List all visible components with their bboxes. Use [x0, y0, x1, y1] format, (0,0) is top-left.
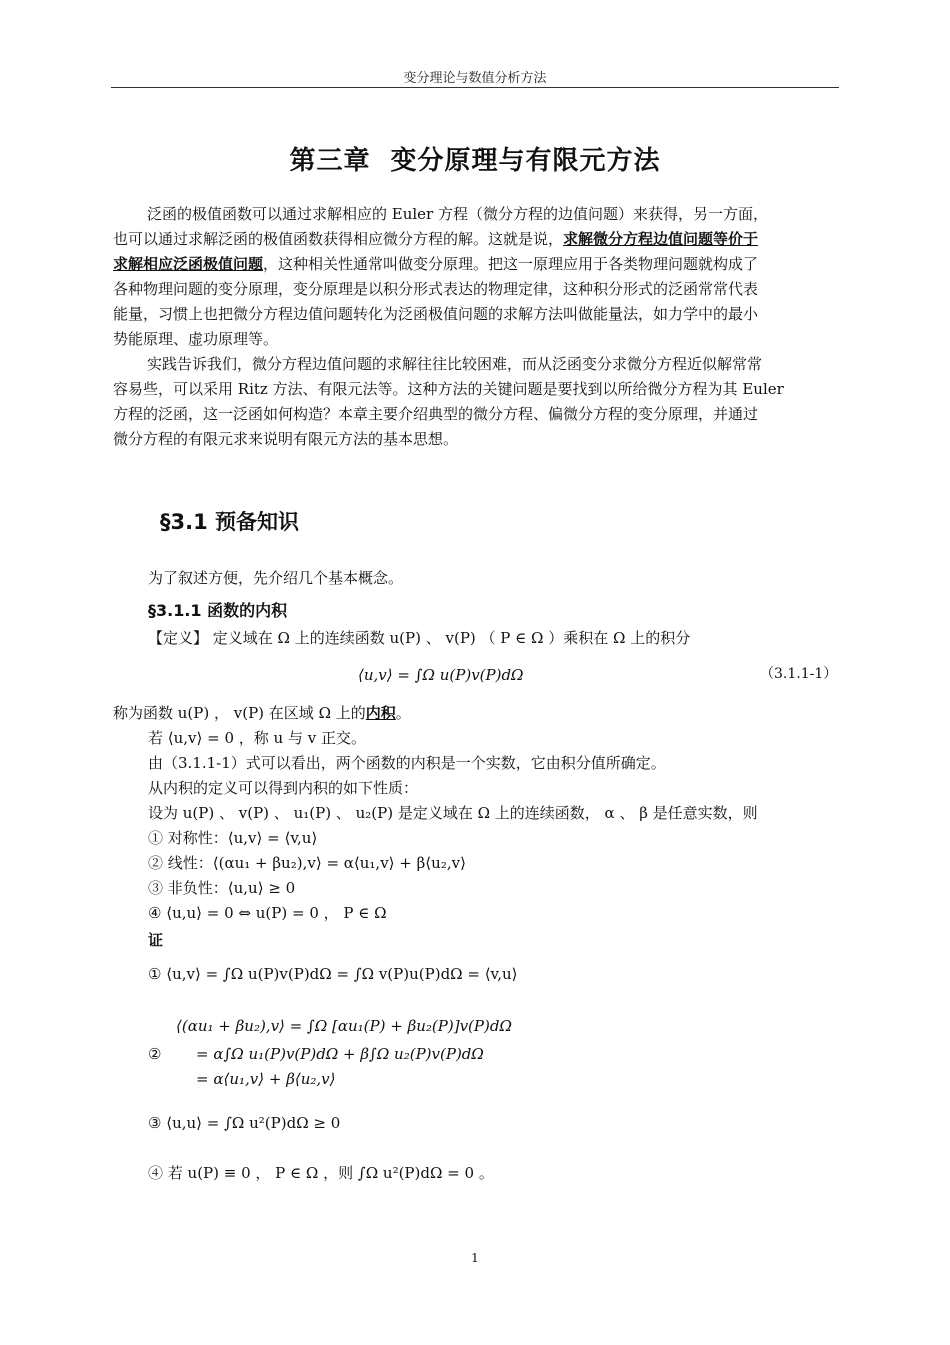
header-rule [111, 87, 839, 88]
proof-step-2-marker: ② [148, 1045, 162, 1063]
orthogonal-line: 若 ⟨u,v⟩ = 0 ，称 u 与 v 正交。 [148, 729, 366, 747]
proof-step-3: ③ ⟨u,u⟩ = ∫Ω u²(P)dΩ ≥ 0 [148, 1114, 341, 1132]
section-title: §3.1 预备知识 [160, 510, 300, 534]
emphasis-text-b: 求解相应泛函极值问题 [113, 255, 264, 273]
proof-label: 证 [148, 931, 164, 949]
intro-p1-line-2 [113, 227, 758, 252]
definition-after [113, 701, 411, 726]
page-number: 1 [471, 1251, 479, 1265]
chapter-prefix: 第三章 [289, 146, 371, 176]
intro-p1-line-5: 能量，习惯上也把微分方程边值问题转化为泛函极值问题的求解方法叫做能量法，如力学中的最小 [113, 305, 759, 323]
intro-p2-line-1: 实践告诉我们，微分方程边值问题的求解往往比较困难，而从泛函变分求微分方程近似解常常 [147, 355, 763, 373]
intro-p1-line-3-text: ，这种相关性通常叫做变分原理。把这一原理应用于各类物理问题就构成了 [263, 255, 759, 273]
proof-step-2-line-1: ⟨(αu₁ + βu₂),v⟩ = ∫Ω [αu₁(P) + βu₂(P)]v(P)dΩ [176, 1017, 512, 1035]
chapter-title [0, 140, 950, 177]
running-header: 变分理论与数值分析方法 [403, 71, 547, 86]
intro-p1-line-3 [113, 252, 758, 277]
property-zero: ④ ⟨u,u⟩ = 0 ⇔ u(P) = 0 ， P ∈ Ω [148, 904, 387, 922]
assumption-line: 设为 u(P) 、 v(P) 、 u₁(P) 、 u₂(P) 是定义域在 Ω 上的连续函数， α 、 β 是任意实数，则 [148, 804, 758, 822]
definition-term-inner-product: 内积 [365, 704, 396, 722]
intro-p1-line-1: 泛函的极值函数可以通过求解相应的 Euler 方程（微分方程的边值问题）来获得，另一方面， [147, 205, 768, 223]
subsection-title: §3.1.1 函数的内积 [148, 601, 288, 620]
definition-after-post: 。 [395, 704, 411, 722]
remark-line: 由（3.1.1-1）式可以看出，两个函数的内积是一个实数，它由积分值所确定。 [148, 754, 666, 772]
intro-p1-line-6: 势能原理、虚功原理等。 [113, 330, 279, 348]
proof-step-2-line-2: = α∫Ω u₁(P)v(P)dΩ + β∫Ω u₂(P)v(P)dΩ [196, 1045, 484, 1063]
property-nonnegativity: ③ 非负性：⟨u,u⟩ ≥ 0 [148, 879, 296, 897]
property-symmetry: ① 对称性：⟨u,v⟩ = ⟨v,u⟩ [148, 829, 318, 847]
section-intro: 为了叙述方便，先介绍几个基本概念。 [148, 569, 404, 587]
proof-step-1: ① ⟨u,v⟩ = ∫Ω u(P)v(P)dΩ = ∫Ω v(P)u(P)dΩ = ⟨v,u⟩ [148, 965, 518, 983]
proof-step-4: ④ 若 u(P) ≡ 0 ， P ∈ Ω ，则 ∫Ω u²(P)dΩ = 0 。 [148, 1164, 494, 1182]
intro-p2-line-4: 微分方程的有限元求来说明有限元方法的基本思想。 [113, 430, 459, 448]
definition-line: 【定义】 定义域在 Ω 上的连续函数 u(P) 、 v(P) （ P ∈ Ω ）乘积在 Ω 上的积分 [148, 629, 691, 647]
properties-intro: 从内积的定义可以得到内积的如下性质： [148, 779, 419, 797]
intro-p1-line-2-text: 也可以通过求解泛函的极值函数获得相应微分方程的解。这就是说， [113, 230, 564, 248]
emphasis-text-a: 求解微分方程边值问题等价于 [563, 230, 759, 248]
chapter-name: 变分原理与有限元方法 [390, 146, 661, 176]
intro-p2-line-2: 容易些，可以采用 Ritz 方法、有限元法等。这种方法的关键问题是要找到以所给微分方程为其 Euler [113, 380, 784, 398]
intro-p1-line-4: 各种物理问题的变分原理，变分原理是以积分形式表达的物理定律，这种积分形式的泛函常常代表 [113, 280, 759, 298]
definition-after-pre: 称为函数 u(P) ， v(P) 在区域 Ω 上的 [113, 704, 366, 722]
proof-step-2-line-3: = α⟨u₁,v⟩ + β⟨u₂,v⟩ [196, 1070, 336, 1088]
intro-p2-line-3: 方程的泛函，这一泛函如何构造？本章主要介绍典型的微分方程、偏微分方程的变分原理，并通过 [113, 405, 759, 423]
property-linearity: ② 线性：⟨(αu₁ + βu₂),v⟩ = α⟨u₁,v⟩ + β⟨u₂,v⟩ [148, 854, 466, 872]
definition-equation: ⟨u,v⟩ = ∫Ω u(P)v(P)dΩ [358, 666, 524, 684]
equation-number: （3.1.1-1） [760, 666, 838, 682]
